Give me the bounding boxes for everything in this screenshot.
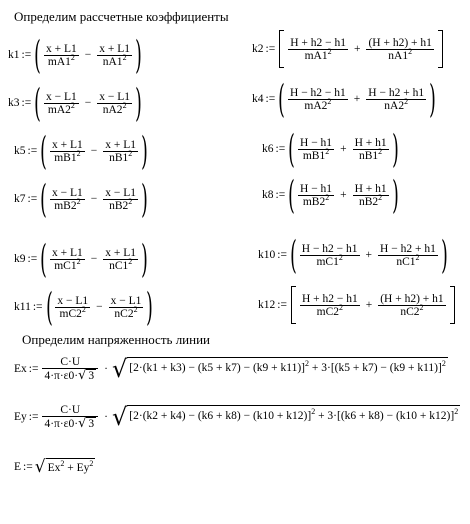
equation-k7: k7 := ( $\frac{x - L1}{mB2^2}$ − $\frac{x - L1}{nB2^2}$ )	[14, 177, 148, 221]
ey-term2: [(k6 + k8) − (k10 + k12)]	[337, 410, 455, 422]
coefficient-name: k11	[14, 301, 31, 313]
fraction-numerator: x − L1	[57, 294, 89, 307]
fraction-first	[50, 139, 85, 164]
fraction-second	[97, 43, 132, 68]
exponent: 2	[133, 304, 138, 314]
fraction-second	[366, 37, 433, 62]
fraction-second	[103, 187, 138, 212]
fraction-numerator: x + L1	[46, 42, 77, 55]
coefficient-name: k5	[14, 145, 26, 157]
operator-sign: +	[340, 189, 347, 201]
fraction-denominator: mB1	[302, 149, 326, 162]
fraction-first	[44, 91, 79, 116]
e-term-ex: Ex	[47, 462, 61, 474]
fraction-denominator: mA1	[47, 55, 71, 68]
exponent: 2	[128, 196, 133, 206]
assign-operator: :=	[277, 299, 287, 311]
fraction-numerator: x − L1	[52, 186, 83, 199]
e-term-ey: Ey	[76, 462, 90, 474]
operator-sign: −	[90, 145, 98, 157]
fraction-numerator: H + h2 − h1	[301, 292, 358, 305]
fraction-numerator: x − L1	[99, 90, 131, 103]
fraction-first	[288, 87, 348, 112]
equation-ex: Ex := C·U 4·π·ε0· √ 3 · √ $[2\cdot(k1 + k3) - (k5 + k7) - (k9 + k11)]^2 + 3\cdot[(k5 + k7) - (k9 + k11)]^2$	[14, 355, 446, 383]
ey-coef-denominator: 4·π·ε0·	[44, 418, 79, 430]
fraction-denominator: mB2	[54, 199, 77, 212]
exponent: 2	[325, 146, 330, 156]
coefficient-name: k9	[14, 253, 26, 265]
operator-sign: +	[353, 93, 361, 105]
fraction-numerator: H − h1	[300, 182, 333, 195]
fraction-denominator: nC1	[109, 259, 129, 272]
fraction-first	[288, 37, 348, 62]
exponent: 2	[327, 46, 332, 56]
coefficient-name: k8	[262, 189, 274, 201]
fraction-first	[44, 43, 79, 68]
assign-operator: :=	[21, 49, 32, 61]
ex-plus: + 3·	[311, 362, 331, 374]
equation-ey: Ey := C·U 4·π·ε0· √ 3 · √ $[2\cdot(k2 + k4) - (k6 + k8) - (k10 + k12)]^2 + 3\cdot[(k6 + k8) - (k10 + k12)]^2$	[14, 403, 459, 431]
fraction-first	[50, 247, 85, 272]
fraction-denominator: mA2	[304, 99, 328, 112]
e-term-ex-exponent: 2	[60, 459, 65, 468]
fraction-numerator: x + L1	[99, 42, 131, 55]
exponent: 2	[76, 148, 81, 158]
equation-k4: k4 := ( $\frac{H - h2 - h1}{mA2^2}$ + $\frac{H - h2 + h1}{nA2^2}$ )	[252, 77, 436, 121]
ex-coefficient: C·U 4·π·ε0· √ 3	[42, 356, 98, 382]
fraction-second	[366, 87, 426, 112]
equation-k5: k5 := ( $\frac{x + L1}{mB1^2}$ − $\frac{x + L1}{nB1^2}$ )	[14, 129, 148, 173]
coefficient-name: k12	[258, 299, 276, 311]
exponent: 2	[339, 302, 344, 312]
fraction-numerator: x − L1	[110, 294, 142, 307]
fraction-second	[103, 139, 138, 164]
fraction-denominator: nB2	[359, 195, 379, 208]
fraction-denominator: nB1	[109, 151, 129, 164]
exponent: 2	[128, 256, 133, 266]
fraction-numerator: x + L1	[52, 246, 83, 259]
exponent: 2	[378, 146, 383, 156]
fraction-denominator: mB2	[302, 195, 326, 208]
operator-sign: −	[90, 253, 98, 265]
ey-term1-exponent: 2	[311, 407, 316, 416]
equation-k8: k8 := ( $\frac{H - h1}{mB2^2}$ + $\frac{H + h1}{nB2^2}$ )	[262, 173, 399, 217]
fraction-denominator: nC2	[114, 307, 134, 320]
fraction-denominator: mC2	[316, 305, 340, 318]
fraction-first	[300, 243, 360, 268]
fraction-first	[300, 293, 360, 318]
assign-operator: :=	[265, 93, 276, 105]
fraction-denominator: mB1	[54, 151, 77, 164]
ex-term2: [(k5 + k7) − (k9 + k11)]	[330, 362, 442, 374]
fraction-second	[103, 247, 138, 272]
equation-ey-name: Ey	[14, 411, 27, 423]
fraction-denominator: mC1	[54, 259, 77, 272]
ey-coef-root: 3	[88, 418, 95, 430]
heading-coefficients: Определим рассчетные коэффициенты	[14, 9, 229, 24]
ex-coef-numerator: C·U	[60, 356, 81, 368]
exponent: 2	[128, 148, 133, 158]
fraction-numerator: H − h1	[300, 136, 333, 149]
ey-coefficient: C·U 4·π·ε0· √ 3	[42, 404, 98, 430]
assign-operator: :=	[23, 461, 33, 473]
ex-radical: √ $[2\cdot(k1 + k3) - (k5 + k7) - (k9 + k11)]^2 + 3\cdot[(k5 + k7) - (k9 + k11)]^2$	[111, 355, 446, 383]
fraction-numerator: H − h2 − h1	[290, 86, 346, 99]
equation-k12	[258, 286, 457, 324]
ey-coef-numerator: C·U	[60, 404, 81, 416]
exponent: 2	[325, 192, 330, 202]
equation-k6: k6 := ( $\frac{H - h1}{mB1^2}$ + $\frac{H + h1}{nB1^2}$ )	[262, 127, 399, 171]
fraction-numerator: H + h1	[354, 136, 387, 149]
fraction-second	[353, 137, 389, 162]
operator-sign: −	[90, 193, 98, 205]
e-plus: +	[67, 462, 74, 474]
fraction-denominator: nA2	[384, 99, 405, 112]
ey-radical: √ $[2\cdot(k2 + k4) - (k6 + k8) - (k10 + k12)]^2 + 3\cdot[(k6 + k8) - (k10 + k12)]^2$	[111, 403, 459, 431]
fraction-denominator: mC1	[316, 255, 339, 268]
operator-sign: +	[353, 43, 361, 55]
equation-k3: k3 := ( $\frac{x - L1}{mA2^2}$ − $\frac{x - L1}{nA2^2}$ )	[8, 81, 142, 125]
fraction-denominator: mC2	[59, 307, 82, 320]
assign-operator: :=	[28, 363, 39, 375]
coefficient-name: k4	[252, 93, 264, 105]
coefficient-name: k1	[8, 49, 20, 61]
coefficient-name: k6	[262, 143, 274, 155]
fraction-numerator: H + h1	[354, 182, 387, 195]
fraction-numerator: x + L1	[52, 138, 83, 151]
fraction-second	[97, 91, 132, 116]
operator-sign: −	[84, 49, 92, 61]
assign-operator: :=	[27, 253, 38, 265]
assign-operator: :=	[28, 411, 39, 423]
ey-term1: [2·(k2 + k4) − (k6 + k8) − (k10 + k12)]	[129, 410, 312, 422]
equation-k1: k1 := ( $\frac{x + L1}{mA1^2}$ − $\frac{x + L1}{nA1^2}$ )	[8, 33, 142, 77]
operator-sign: −	[96, 301, 103, 313]
assign-operator: :=	[275, 143, 286, 155]
ex-coef-denominator: 4·π·ε0·	[44, 370, 79, 382]
equation-k2	[252, 30, 445, 68]
equation-k9: k9 := ( $\frac{x + L1}{mC1^2}$ − $\frac{x + L1}{nC1^2}$ )	[14, 237, 148, 281]
exponent: 2	[76, 196, 81, 206]
fraction-first	[55, 295, 90, 320]
exponent: 2	[415, 252, 420, 262]
fraction-numerator: (H + h2) + h1	[380, 292, 444, 305]
equation-e-name: E	[14, 461, 22, 473]
fraction-numerator: x − L1	[105, 186, 137, 199]
fraction-denominator: nB2	[109, 199, 129, 212]
exponent: 2	[327, 96, 332, 106]
fraction-second	[378, 293, 445, 318]
exponent: 2	[81, 304, 86, 314]
ey-term2-exponent: 2	[454, 407, 459, 416]
fraction-numerator: H + h2 − h1	[290, 36, 346, 49]
fraction-second	[353, 183, 389, 208]
fraction-denominator: nC1	[396, 255, 416, 268]
fraction-numerator: H − h2 − h1	[301, 242, 358, 255]
fraction-second	[109, 295, 144, 320]
coefficient-name: k2	[252, 43, 264, 55]
fraction-numerator: x + L1	[105, 138, 137, 151]
ex-term2-exponent: 2	[441, 359, 446, 368]
coefficient-name: k10	[258, 249, 276, 261]
heading-voltage: Определим напряженность линии	[22, 332, 211, 347]
fraction-denominator: nA2	[102, 103, 123, 116]
assign-operator: :=	[21, 97, 32, 109]
assign-operator: :=	[275, 189, 286, 201]
operator-sign: −	[84, 97, 92, 109]
fraction-numerator: H − h2 + h1	[380, 242, 436, 255]
exponent: 2	[404, 96, 409, 106]
exponent: 2	[419, 302, 424, 312]
fraction-first	[298, 183, 334, 208]
e-radical: √ Ex$^2$ + Ey$^2$	[34, 457, 94, 477]
fraction-denominator: nC2	[400, 305, 420, 318]
exponent: 2	[76, 256, 81, 266]
fraction-numerator: (H + h2) + h1	[368, 36, 432, 49]
ex-term1-exponent: 2	[305, 359, 309, 368]
exponent: 2	[122, 52, 127, 62]
equation-k10: k10 := ( $\frac{H - h2 - h1}{mC1^2}$ + $\frac{H - h2 + h1}{nC1^2}$ )	[258, 233, 448, 277]
coefficient-name: k7	[14, 193, 26, 205]
fraction-denominator: mA1	[304, 49, 328, 62]
assign-operator: :=	[32, 301, 43, 313]
ey-plus: + 3·	[318, 410, 338, 422]
equation-ex-name: Ex	[14, 363, 27, 375]
fraction-denominator: nA1	[102, 55, 123, 68]
fraction-first	[298, 137, 334, 162]
operator-sign: +	[340, 143, 347, 155]
fraction-denominator: nB1	[359, 149, 379, 162]
fraction-numerator: H − h2 + h1	[368, 86, 425, 99]
exponent: 2	[378, 192, 383, 202]
fraction-second	[378, 243, 438, 268]
exponent: 2	[70, 52, 75, 62]
assign-operator: :=	[265, 43, 276, 55]
assign-operator: :=	[27, 145, 38, 157]
ex-coef-root: 3	[88, 370, 95, 382]
exponent: 2	[338, 252, 343, 262]
fraction-denominator: nA1	[388, 49, 409, 62]
exponent: 2	[70, 100, 75, 110]
ex-term1: [2·(k1 + k3) − (k5 + k7) − (k9 + k11)]	[129, 362, 305, 374]
assign-operator: :=	[27, 193, 38, 205]
fraction-first	[50, 187, 85, 212]
equation-k11: k11 := ( $\frac{x - L1}{mC2^2}$ − $\frac{x - L1}{nC2^2}$ )	[14, 285, 154, 329]
exponent: 2	[122, 100, 127, 110]
exponent: 2	[408, 46, 413, 56]
fraction-denominator: mA2	[47, 103, 71, 116]
equation-e	[14, 458, 95, 476]
fraction-numerator: x + L1	[105, 246, 137, 259]
operator-sign: +	[365, 249, 373, 261]
fraction-numerator: x − L1	[46, 90, 77, 103]
operator-sign: +	[365, 299, 373, 311]
assign-operator: :=	[277, 249, 287, 261]
e-term-ey-exponent: 2	[89, 459, 94, 468]
coefficient-name: k3	[8, 97, 20, 109]
